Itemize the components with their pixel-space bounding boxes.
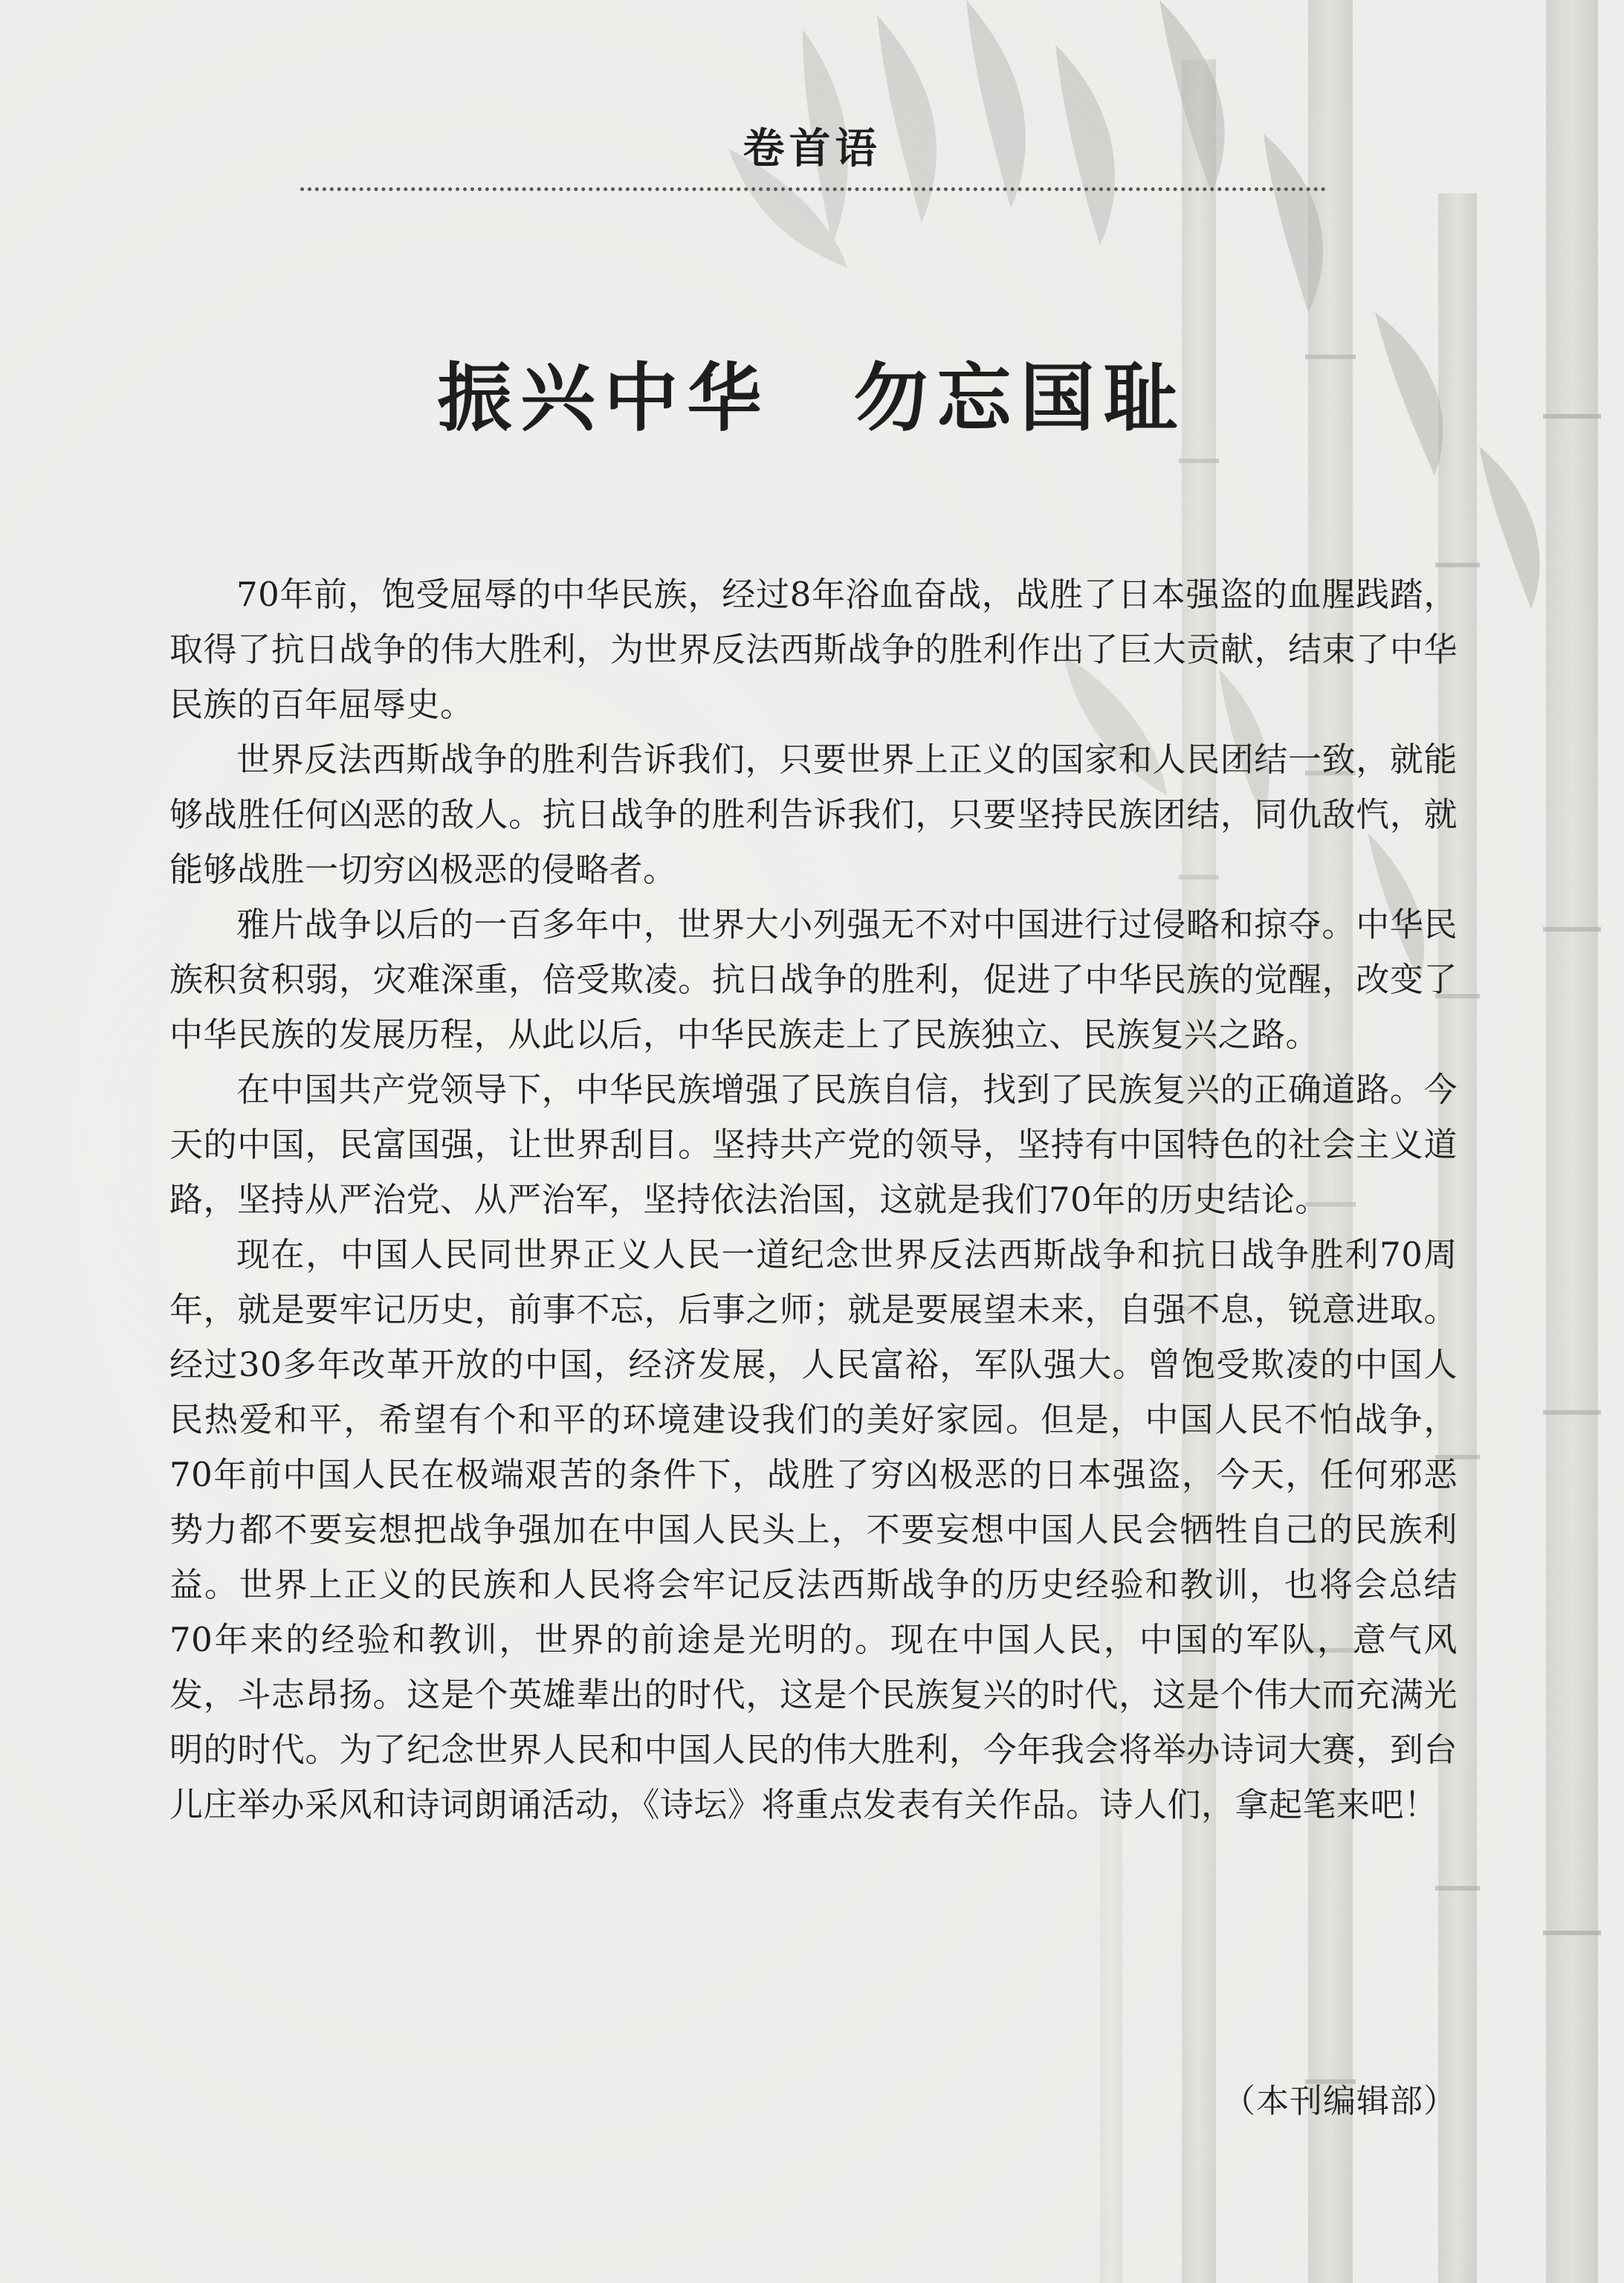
header-dotted-rule bbox=[300, 187, 1326, 191]
article-title: 振兴中华 勿忘国耻 bbox=[437, 354, 1187, 442]
editorial-signature: （本刊编辑部） bbox=[1223, 2082, 1457, 2120]
paragraph-3: 雅片战争以后的一百多年中，世界大小列强无不对中国进行过侵略和掠夺。中华民族积贫积弱，灾难深重，倍受欺凌。抗日战争的胜利，促进了中华民族的觉醒，改变了中华民族的发展历程，从此以后，中华民族走上了民族独立、民族复兴之路。 bbox=[169, 905, 1458, 1054]
paragraph-4: 在中国共产党领导下，中华民族增强了民族自信，找到了民族复兴的正确道路。今天的中国，民富国强，让世界刮目。坚持共产党的领导，坚持有中国特色的社会主义道路，坚持从严治党、从严治军，坚持依法治国，这就是我们70年的历史结论。 bbox=[169, 1070, 1458, 1219]
article-body bbox=[169, 567, 1458, 1832]
paragraph-5: 现在，中国人民同世界正义人民一道纪念世界反法西斯战争和抗日战争胜利70周年，就是要牢记历史，前事不忘，后事之师；就是要展望未来，自强不息，锐意进取。经过30多年改革开放的中国，经济发展，人民富裕，军队强大。曾饱受欺凌的中国人民热爱和平，希望有个和平的环境建设我们的美好家园。但是，中国人民不怕战争，70年前中国人民在极端艰苦的条件下，战胜了穷凶极恶的日本强盗，今天，任何邪恶势力都不要妄想把战争强加在中国人民头上，不要妄想中国人民会牺牲自己的民族利益。世界上正义的民族和人民将会牢记反法西斯战争的历史经验和教训，也将会总结70年来的经验和教训，世界的前途是光明的。现在中国人民，中国的军队，意气风发，斗志昂扬。这是个英雄辈出的时代，这是个民族复兴的时代，这是个伟大而充满光明的时代。为了纪念世界人民和中国人民的伟大胜利，今年我会将举办诗词大赛，到台儿庄举办采风和诗词朗诵活动，《诗坛》将重点发表有关作品。诗人们，拿起笔来吧！ bbox=[169, 1235, 1458, 1824]
paragraph-2: 世界反法西斯战争的胜利告诉我们，只要世界上正义的国家和人民团结一致，就能够战胜任何凶恶的敌人。抗日战争的胜利告诉我们，只要坚持民族团结，同仇敌忾，就能够战胜一切穷凶极恶的侵略者。 bbox=[169, 740, 1458, 889]
column-header: 卷首语 bbox=[743, 124, 881, 173]
paragraph-1: 70年前，饱受屈辱的中华民族，经过8年浴血奋战，战胜了日本强盗的血腥践踏，取得了抗日战争的伟大胜利，为世界反法西斯战争的胜利作出了巨大贡献，结束了中华民族的百年屈辱史。 bbox=[169, 575, 1458, 724]
